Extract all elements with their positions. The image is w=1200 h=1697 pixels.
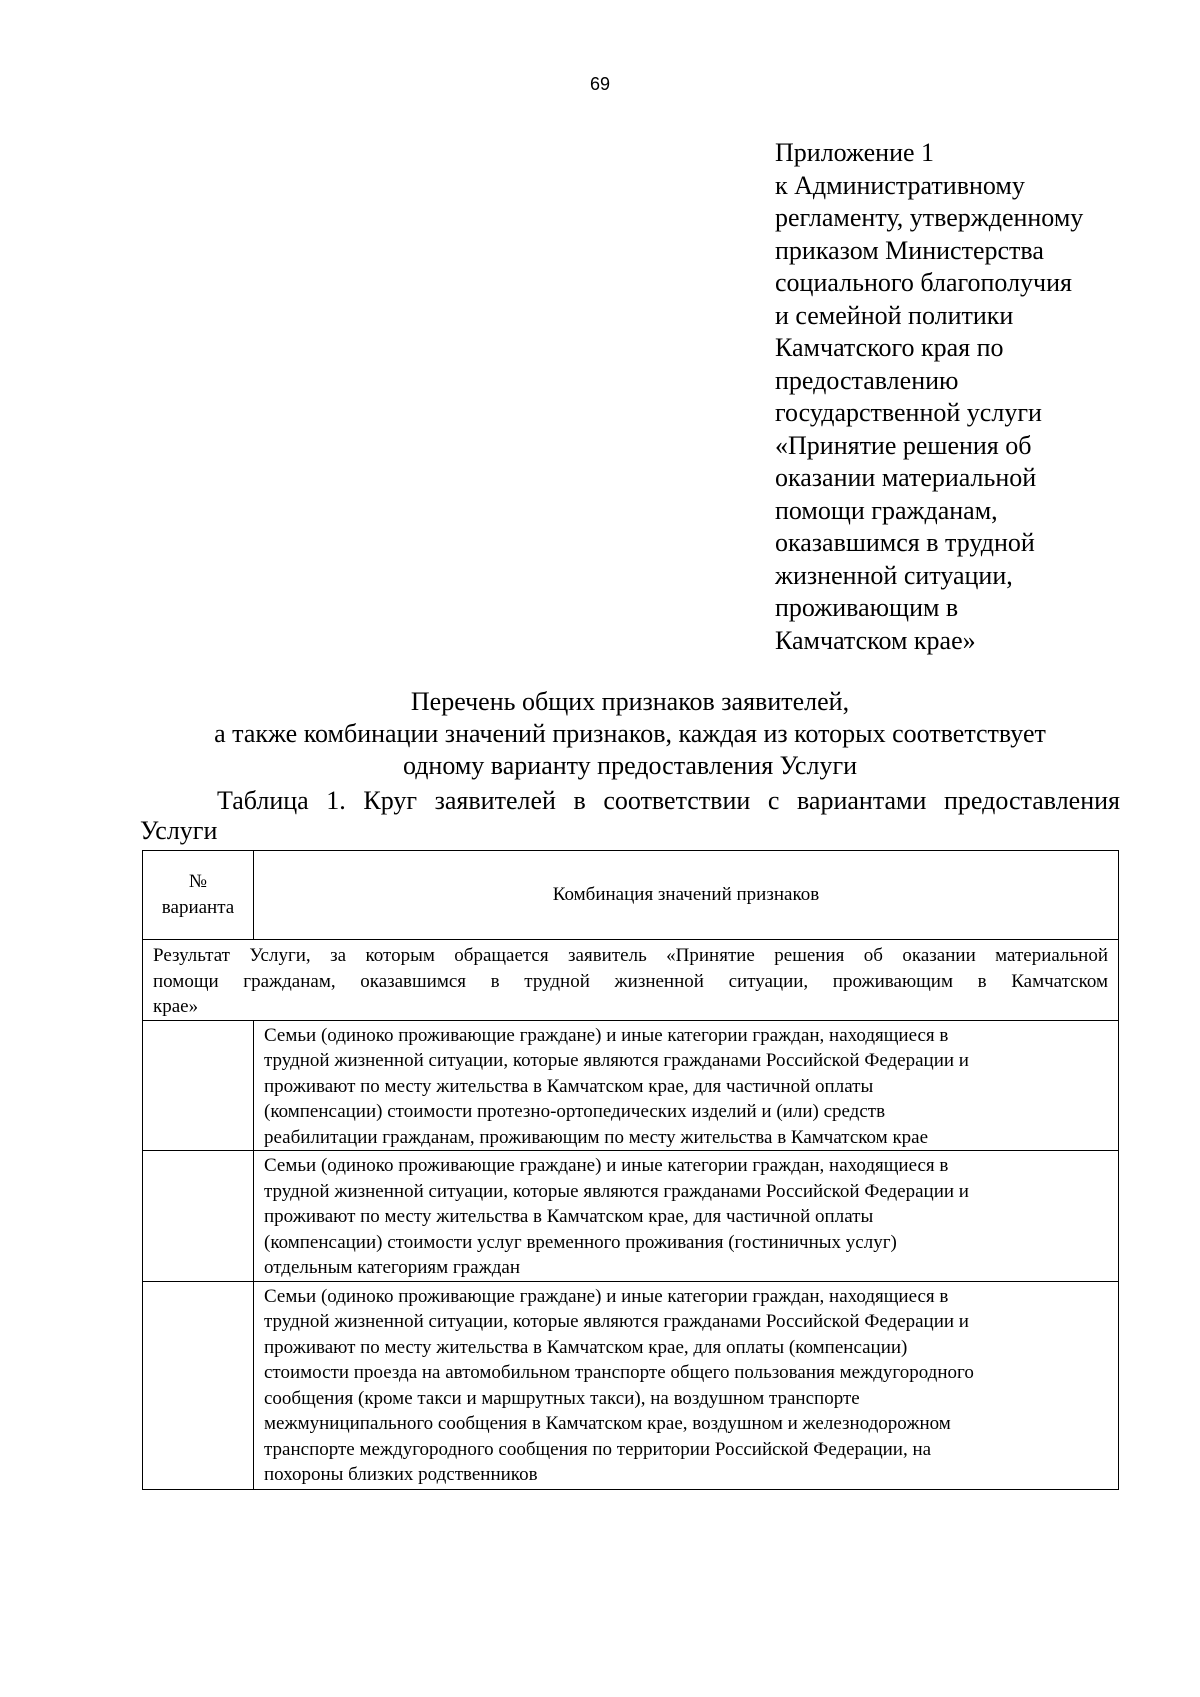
appendix-line: государственной услуги <box>775 398 1042 427</box>
variants-table <box>142 850 1119 1490</box>
header-number-sign: № <box>188 871 208 892</box>
description-line: транспорте междугородного сообщения по территории Российской Федерации, на <box>264 1438 932 1460</box>
description-line: стоимости проезда на автомобильном транспорте общего пользования междугородного <box>264 1362 974 1383</box>
description-line: Семьи (одиноко проживающие граждане) и иные категории граждан, находящиеся в <box>264 1285 949 1307</box>
variant-number-cell <box>143 1020 254 1151</box>
description-line: Семьи (одиноко проживающие граждане) и иные категории граждан, находящиеся в <box>264 1155 949 1176</box>
document-title <box>140 686 1120 782</box>
appendix-line: и семейной политики <box>775 300 1014 330</box>
result-cell <box>143 940 1119 1021</box>
description-line: (компенсации) стоимости протезно-ортопедических изделий и (или) средств <box>264 1101 886 1122</box>
description-line: трудной жизненной ситуации, которые являются гражданами Российской Федерации и <box>264 1180 969 1202</box>
appendix-line: «Принятие решения об <box>775 430 1032 460</box>
header-combination: Комбинация значений признаков <box>254 851 1119 940</box>
title-line: одному варианту предоставления Услуги <box>402 751 858 780</box>
variant-description-cell <box>254 1151 1119 1282</box>
appendix-line: оказавшимся в трудной <box>775 528 1035 557</box>
variant-description-cell <box>254 1020 1119 1151</box>
result-line: крае» <box>153 996 199 1017</box>
header-variant-number <box>143 851 254 940</box>
appendix-line: приказом Министерства <box>775 235 1044 265</box>
description-line: проживают по месту жительства в Камчатском крае, для оплаты (компенсации) <box>264 1336 908 1358</box>
description-line: реабилитации гражданам, проживающим по месту жительства в Камчатском крае <box>264 1126 929 1148</box>
description-line: похороны близких родственников <box>264 1464 538 1485</box>
appendix-reference <box>775 137 1175 657</box>
table-header-row <box>143 851 1119 940</box>
appendix-line: Камчатском крае» <box>775 625 976 655</box>
description-line: трудной жизненной ситуации, которые являются гражданами Российской Федерации и <box>264 1311 969 1332</box>
result-row <box>143 940 1119 1021</box>
appendix-line: регламенту, утвержденному <box>775 203 1084 232</box>
table-row <box>143 1020 1119 1151</box>
title-line: Перечень общих признаков заявителей, <box>410 687 850 716</box>
description-line: трудной жизненной ситуации, которые являются гражданами Российской Федерации и <box>264 1050 969 1071</box>
appendix-line: жизненной ситуации, <box>775 560 1013 590</box>
table-caption <box>140 786 1120 846</box>
table-caption-line: Услуги <box>140 816 218 845</box>
appendix-line: помощи гражданам, <box>775 495 998 525</box>
appendix-line: Приложение 1 <box>775 138 935 167</box>
result-line: Результат Услуги, за которым обращается заявитель «Принятие решения об оказании материальной <box>153 945 1108 966</box>
result-line: помощи гражданам, оказавшимся в трудной жизненной ситуации, проживающим в Камчатском <box>153 970 1108 992</box>
page-number: 69 <box>589 74 611 94</box>
appendix-line: к Административному <box>775 170 1025 200</box>
appendix-line: проживающим в <box>775 593 959 622</box>
header-variant-label: варианта <box>161 897 235 918</box>
variant-description-cell <box>254 1281 1119 1489</box>
table-row <box>143 1151 1119 1282</box>
appendix-line: социального благополучия <box>775 268 1073 297</box>
table-caption-line: Таблица 1. Круг заявителей в соответствии с вариантами предоставления <box>217 786 1120 815</box>
table-row <box>143 1281 1119 1489</box>
variant-number-cell <box>143 1151 254 1282</box>
appendix-line: оказании материальной <box>775 463 1037 492</box>
appendix-line: предоставлению <box>775 365 959 395</box>
description-line: межмуниципального сообщения в Камчатском крае, воздушном и железнодорожном <box>264 1413 951 1434</box>
description-line: Семьи (одиноко проживающие граждане) и иные категории граждан, находящиеся в <box>264 1024 949 1046</box>
description-line: (компенсации) стоимости услуг временного проживания (гостиничных услуг) <box>264 1231 897 1253</box>
description-line: проживают по месту жительства в Камчатском крае, для частичной оплаты <box>264 1075 874 1097</box>
appendix-line: Камчатского края по <box>775 333 1004 362</box>
description-line: отдельным категориям граждан <box>264 1257 520 1278</box>
variant-number-cell <box>143 1281 254 1489</box>
description-line: сообщения (кроме такси и маршрутных такси), на воздушном транспорте <box>264 1387 860 1409</box>
title-line: а также комбинации значений признаков, каждая из которых соответствует <box>214 719 1046 748</box>
description-line: проживают по месту жительства в Камчатском крае, для частичной оплаты <box>264 1206 874 1227</box>
